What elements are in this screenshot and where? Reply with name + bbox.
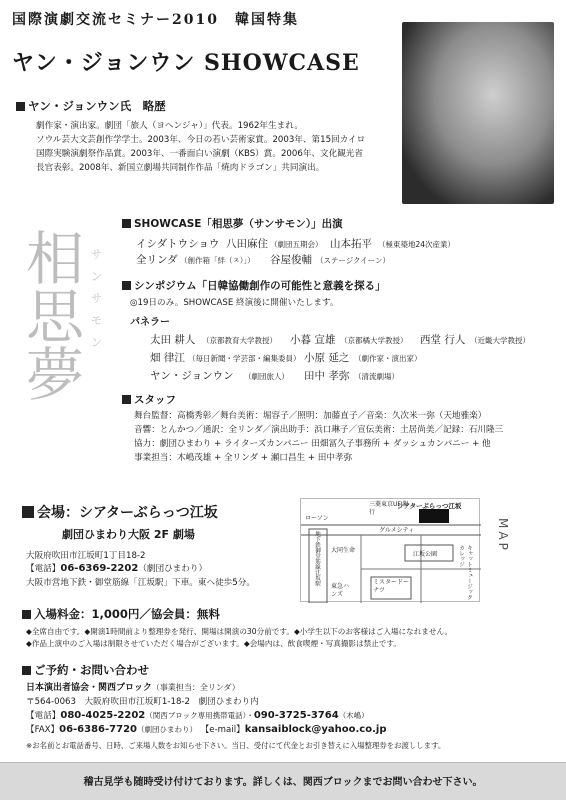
contact-email-link[interactable]: kansaiblock@yahoo.co.jp <box>244 724 387 735</box>
venue-sub: 劇団ひまわり大阪 2F 劇場 <box>62 528 195 541</box>
venue-tel-label: 【電話】 <box>26 564 61 574</box>
square-bullet-icon <box>122 219 131 228</box>
panelist-name: 西堂 行人 <box>420 334 466 346</box>
contact-org-note: （事業担当：全リンダ） <box>151 683 240 692</box>
cast-name: 八田麻住 <box>226 238 268 250</box>
contact-heading-text: ご予約・お問い合わせ <box>34 663 149 677</box>
contact-fax-number: 06-6386-7720 <box>59 724 137 735</box>
staff-heading <box>122 392 176 407</box>
map-label-college: キャットミュージックカレッジ <box>458 545 472 600</box>
bio-line: 長官表彰。2008年、新国立劇場共同制作作品「焼肉ドラゴン」共同演出。 <box>36 163 325 173</box>
venue-tel-number: 06-6369-2202 <box>60 563 139 574</box>
contact-tel-note: （関西ブロック専用携帯電話）・ <box>145 711 254 720</box>
contact-tel2-number: 090-3725-3764 <box>253 710 339 721</box>
cast-affiliation: （創作箱「絆（ㅈ）」） <box>180 256 255 265</box>
showcase-title: ヤン・ジョンウン SHOWCASE <box>12 50 360 76</box>
map-label-mitsubishi: 三菱東京UFJ銀行 <box>369 501 409 516</box>
square-bullet-icon <box>122 281 131 290</box>
staff-line: 舞台監督：高橋秀彰／舞台美術：堀容子／照明：加藤直子／音楽：久次米一弥（天地雅楽） <box>134 411 487 421</box>
contact-org <box>26 682 240 694</box>
venue-tel-note: （劇団ひまわり） <box>138 564 208 574</box>
map-title: MAP <box>496 518 510 553</box>
bio-heading <box>16 98 166 114</box>
staff-line: 事業担当：木嶋茂雄 + 全リンダ + 瀬口昌生 + 田中孝弥 <box>134 453 353 463</box>
vertical-play-title: 相思夢 <box>16 228 84 402</box>
contact-org-name: 日本演出者協会・関西ブロック <box>26 683 152 693</box>
square-bullet-icon <box>22 610 31 619</box>
contact-email-label: 【e-mail】 <box>205 725 245 735</box>
square-bullet-icon <box>22 506 34 518</box>
cast-name: イシダトウショウ <box>136 238 220 250</box>
map-label-lawson: ローソン <box>305 515 329 522</box>
staff-line: 音響：とんかつ／通訳：全リンダ／演出助手：浜口琳子／宣伝美術：土居尚美／記録：石川隆三 <box>134 425 504 435</box>
bio-line: ソウル芸大文芸創作学学士。2003年、今日の若い芸術家賞。2003年、第15回カイロ <box>36 135 366 145</box>
symposium-heading <box>122 278 386 293</box>
map-label-esaka-park: 江坂公園 <box>413 551 438 558</box>
seminar-title: 国際演劇交流セミナー2010 韓国特集 <box>12 12 299 28</box>
contact-tel-number: 080-4025-2202 <box>60 710 146 721</box>
bio-line: 劇作家・演出家。劇団「旅人（ヨヘンジャ）」代表。1962年生まれ。 <box>36 121 303 131</box>
contact-fax-label: 【FAX】 <box>26 725 60 735</box>
contact-tel <box>26 710 369 722</box>
panelist-affiliation: （京都橘大学教授） <box>340 336 408 345</box>
footer-text: 稽古見学も随時受け付けております。詳しくは、関西ブロックまでお問い合わせ下さい。 <box>83 777 483 788</box>
cast-affiliation: （ステージクイーン） <box>316 256 391 265</box>
cast-affiliation: （劇団五期会） <box>270 240 323 249</box>
symposium-heading-text: シンポジウム「日韓協働創作の可能性と意義を探る」 <box>134 280 386 292</box>
panelist-affiliation: （毎日新聞・学芸部・編集委員） <box>188 354 301 363</box>
showcase-heading <box>122 216 343 231</box>
staff-line: 協力：劇団ひまわり + ライターズカンパニー 田畑冨久子事務所 + ダッシュカンパニー + 他 <box>134 439 491 449</box>
map-label-tokyu: 東急ハンズ <box>331 583 350 598</box>
footer-bar <box>0 762 566 800</box>
contact-tel-label: 【電話】 <box>26 711 61 721</box>
venue-address: 大阪府吹田市江坂町1丁目18-2 <box>26 551 146 561</box>
venue-heading <box>22 502 218 522</box>
map-label-daido: 大同生命 <box>331 547 356 554</box>
cast-name: 谷屋俊輔 <box>270 254 312 266</box>
fee-heading <box>22 606 220 622</box>
fee-line: ◆作品上演中のご入場は制限させていただく場合がございます。◆会場内は、飲食喫煙・写真撮影は禁止です。 <box>26 639 401 648</box>
vertical-play-reading: サンサモン <box>89 248 103 358</box>
venue-access: 大阪市営地下鉄・御堂筋線「江坂駅」下車。東へ徒歩5分。 <box>26 578 255 588</box>
square-bullet-icon <box>22 666 31 675</box>
panelist-affiliation: （劇作家・演出家） <box>354 354 422 363</box>
panelist-affiliation: （近畿大学教授） <box>470 336 530 345</box>
panelist-name: ヤン・ジョンウン <box>150 370 234 382</box>
panel-label: パネラー <box>130 317 170 328</box>
map-label-gurumeshiti: グルメシティ <box>379 527 415 534</box>
fee-line: ◆全席自由です。◆開演1時間前より整理券を発行、開場は開演の30分前です。◆小学生以下のお客様はご入場になれません。 <box>26 627 453 636</box>
panelist-name: 畑 律江 <box>150 352 185 364</box>
portrait-photo <box>402 22 554 204</box>
contact-tel2-note: （木嶋） <box>338 711 369 720</box>
square-bullet-icon <box>122 395 131 404</box>
panelist-name: 田中 孝弥 <box>304 370 350 382</box>
symposium-note: ◎19日のみ。SHOWCASE 終演後に開催いたします。 <box>130 298 339 308</box>
venue-map <box>300 498 480 602</box>
bio-heading-text: ヤン・ジョンウン氏 略歴 <box>28 99 166 113</box>
contact-address: 〒564-0063 大阪府吹田市江坂町1-18-2 劇団ひまわり内 <box>26 697 259 707</box>
contact-note: ※お名前とお電話番号、日時、ご来場人数をお知らせ下さい。当日、受付にて代金とお引き替えに入場整理券をお渡しします。 <box>26 741 446 750</box>
contact-heading <box>22 662 149 678</box>
cast-affiliation: （極東築地24次産業） <box>378 240 456 249</box>
panelist-affiliation: （劇団旅人） <box>244 372 289 381</box>
map-label-theater: シアターぶらっつ江坂 <box>397 502 462 510</box>
panelist-name: 太田 耕人 <box>150 334 196 346</box>
cast-name: 全リンダ <box>136 254 178 266</box>
bio-line: 国際実験演劇祭作品賞。2003年、一番面白い演劇（KBS）賞。2006年、文化観光省 <box>36 149 363 159</box>
cast-name: 山本拓平 <box>330 238 372 250</box>
panelist-affiliation: （京都教育大学教授） <box>202 336 277 345</box>
contact-fax <box>26 724 387 736</box>
venue-heading-text: 会場：シアターぶらっつ江坂 <box>37 505 218 521</box>
fee-heading-text: 入場料金：1,000円／協会員：無料 <box>34 607 220 621</box>
venue-tel <box>26 563 207 575</box>
staff-heading-text: スタッフ <box>134 394 176 406</box>
contact-fax-note: （劇団ひまわり） <box>137 725 197 734</box>
panelist-name: 小暮 宣雄 <box>290 334 336 346</box>
square-bullet-icon <box>16 102 25 111</box>
map-label-station: 地下鉄御堂筋線江坂駅 <box>314 531 320 586</box>
map-label-mister: ミスタードーナツ <box>373 579 410 594</box>
showcase-heading-text: SHOWCASE「相思夢（サンサモン）」出演 <box>134 218 343 230</box>
panelist-affiliation: （清流劇場） <box>354 372 399 381</box>
panelist-name: 小原 延之 <box>304 352 350 364</box>
